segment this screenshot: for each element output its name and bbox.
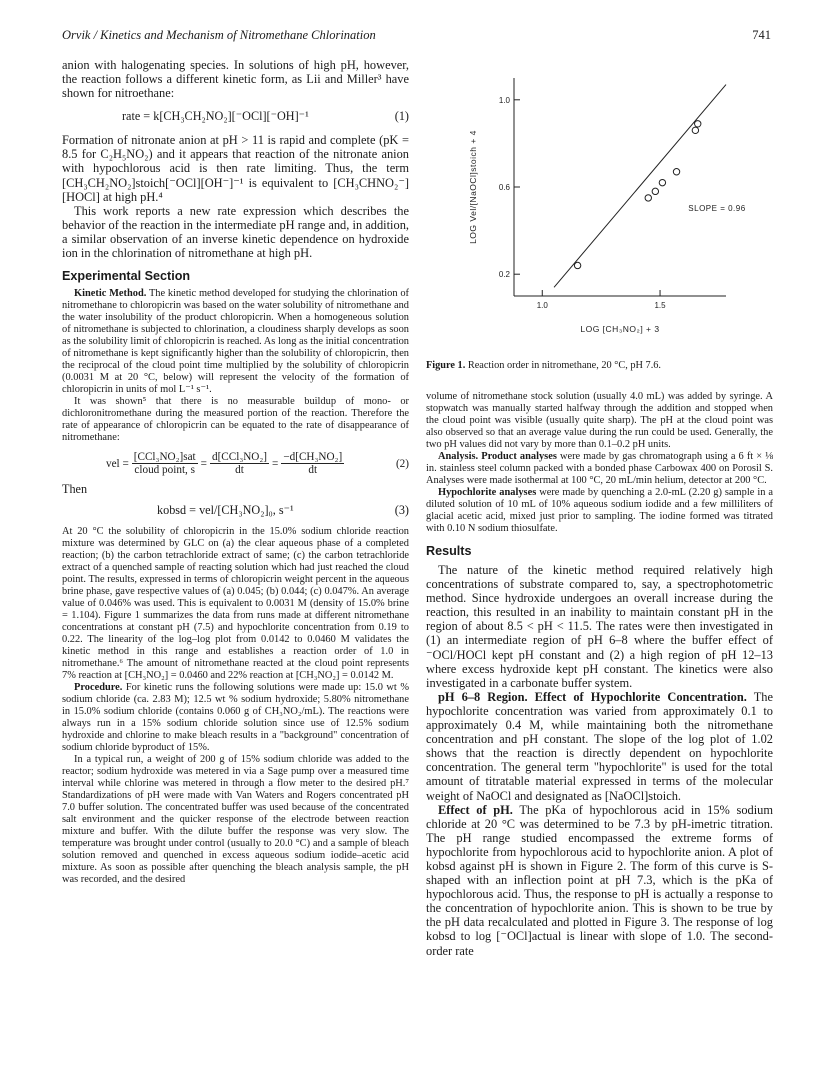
figure-1-caption-text: Reaction order in nitromethane, 20 °C, pH 7.6. [465,360,661,371]
equation-2-lhs: vel = [106,457,129,470]
page-number: 741 [752,28,771,42]
paragraph-procedure [62,682,409,754]
paragraph-this-work: This work reports a new rate expression which describes the behavior of the reaction in the intermediate pH range and, in addition, a similar observation of an inverse kinetic dependence on hydroxide ion in the chlorination of nitromethane at high pH. [62,203,409,261]
paragraph-effect-of-ph [426,803,773,958]
figure-1-plot [426,58,773,358]
equation-1-expression: rate = k[CH₃CH₂NO₂][⁻OCl][⁻OH]⁻¹ [122,109,309,124]
fraction-dch3 [281,451,344,476]
x-tick-label: 1.5 [654,301,666,310]
slope-annotation: SLOPE = 0.96 [688,203,746,213]
paragraph-typical-run: In a typical run, a weight of 200 g of 15% sodium chloride was added to the reactor; sodium hydroxide was metered in via a Sage pump over a measured time interval while chlorine was metered in through a flow meter to the desired pH.⁷ Standardizations of pH were made with Van Waters and Rogers concentrated pH 7.0 buffer solution. The concentrated buffer was used because of the concentrated salt environment and the quicker response of the electrode between reaction mixture and buffer. With the dilute buffer the response was very slow. The temperature was brought under control (usually to 20.0 °C) and a sample of bleach solution removed and quenched in excess aqueous sodium iodide–acetic acid mixture. As soon as possible after quenching the bleach analysis sample, the pH was recorded, and the desired [62,754,409,886]
paragraph-results: The nature of the kinetic method required relatively high concentrations of substrate compared to, say, a spectrophotometric method. Since hydroxide undergoes an overall increase during the reaction, this resulted in an inability to maintain constant pH in the region of about 8.5 < pH < 11.5. The rates were then investigated in (1) an intermediate region of pH 6–8 where the buffer effect of ⁻OCl/HOCl kept pH constant and (2) a high region of pH 12–13 where excess hydroxide kept pH constant. The kinetics were also investigated in a carbonate buffer system. [426,563,773,690]
fit-line [554,85,726,288]
runin-ph-6-8: pH 6–8 Region. Effect of Hypochlorite Concentration. [438,689,747,704]
equation-3-number: (3) [394,503,409,518]
kinetic-method-text: The kinetic method developed for studying the chlorination of nitromethane to chloropicrin was based on the water solubility of nitromethane and the water insolubility of the product chloropicrin. When a homogeneous solution of nitromethane is subjected to chlorination, a cloudiness sharply develops as soon as the solubility limit of chloropicrin is reached. As long as the initial concentration of nitromethane is kept significantly higher than the solubility of chloropicrin, then the reciprocal of the cloud point time multiplied by the solubility of chloropicrin (0.0031 M at 20 °C, below) will represent the velocity of the formation of chloropicrin in units of mol L⁻¹ s⁻¹. [62,288,409,396]
data-point [645,195,651,201]
paragraph-ph-6-8 [426,690,773,803]
fraction-dccl3 [210,451,269,476]
intro-paragraph: anion with halogenating species. In solutions of high pH, however, the reaction follows a different kinetic form, as Lii and Miller³ have shown for nitroethane: [62,58,409,101]
equation-3-expression: kobsd = vel/[CH₃NO₂]₀, s⁻¹ [157,503,294,518]
fraction-sat-denominator: cloud point, s [134,464,196,477]
y-tick-label: 0.2 [498,270,510,280]
data-point [652,188,658,194]
figure-1-caption [426,360,773,371]
y-axis-label: LOG Vel/[NaOCl]stoich + 4 [468,130,478,244]
section-heading-experimental: Experimental Section [62,269,191,284]
fraction-sat-numerator: [CCl₃NO₂]sat [133,451,196,464]
then-label: Then [62,482,88,497]
x-tick-label: 1.0 [536,301,548,310]
runin-effect-of-ph: Effect of pH. [438,802,513,817]
paragraph-it-was-shown: It was shown⁵ that there is no measurable buildup of mono- or dichloronitromethane during the measured portion of the reaction. Therefore the rate of appearance of chloropicrin can be equated to the rate of disappearance of nitromethane: [62,396,409,444]
effect-of-ph-text: The pKa of hypochlorous acid in 15% sodium chloride at 20 °C was determined to be 7.3 by pH-imetric titration. The pH range studied encompassed the extreme forms of hypochlorite from hypochlorous acid to hypochlorite anion. A plot of kobsd against pH is shown in Figure 2. The form of this curve is S-shaped with an inflection point at pH 7.3, which is the pKa of hypochlorous acid. Thus, the response to pH is actually a response to the concentration of hypochlorite anion. This is shown to be true by the pH data recalculated and plotted in Figure 3. The response of log kobsd to log [⁻OCl]actual is linear with slope of 1.0. The second-order rate [426,802,773,958]
equation-1-number: (1) [394,109,409,124]
data-point [692,127,698,133]
y-tick-label: 1.0 [498,95,510,105]
running-head: Orvik / Kinetics and Mechanism of Nitromethane Chlorination [62,28,376,42]
equals-sign: = [272,457,279,470]
runin-hypochlorite-analyses: Hypochlorite analyses [438,487,537,498]
data-point [574,262,580,268]
paragraph-analysis [426,451,773,487]
analysis-text: were made by gas chromatograph using a 6 ft × ⅛ in. stainless steel column packed with a bonded phase Carbowax 400 on Porosil S. Analyses were made isothermal at 100 °C, 20 mL/min helium, detector at 200 °C. [426,451,773,486]
data-point [673,169,679,175]
y-tick-label: 0.6 [498,183,510,192]
figure-1 [426,58,773,358]
runin-analysis: Analysis. Product analyses [438,451,557,462]
hypochlorite-analyses-text: were made by quenching a 2.0-mL (2.20 g) sample in a diluted solution of 10 mL of 10% aqueous sodium iodide and a few milliliters of glacial acetic acid, mixed just prior to sampling. The iodine formed was titrated with 0.10 N sodium thiosulfate. [426,487,773,534]
procedure-text: For kinetic runs the following solutions were made up: 15.0 wt % sodium chloride (ca. 2.83 M); 12.5 wt % sodium hydroxide; 5.80% nitromethane in 15.0% sodium chloride (contains 0.060 g of CH₃NO₂/mL). The reactions were always run in a 15% sodium chloride solution since use of 12.5% sodium hydroxide and chlorine to make bleach results in a "background" concentration of sodium chloride byproduct of 15%. [62,682,409,754]
figure-1-caption-label: Figure 1. [426,360,466,371]
data-point [659,179,665,185]
equation-1 [62,109,409,124]
equation-3 [62,503,409,518]
paragraph-solubility: At 20 °C the solubility of chloropicrin in the 15.0% sodium chloride reaction mixture was determined by GLC on (a) the clear aqueous phase of a completed reaction; (b) the carbon tetrachloride extract of same; (c) the carbon tetrachloride extract of a quenched sample of reacting solution which had just reached the cloud point. The results, expressed in terms of chloropicrin weight percent in the aqueous brine phase, gave respective values of (a) 0.045; (b) 0.044; (c) 0.047%. An average value of 0.046% was used. This is equivalent to 0.0031 M (density of 15.0% brine = 1.104). Figure 1 summarizes the data from runs made at different nitromethane concentrations at constant pH (7.5) and hypochlorite concentration from 0.19 to 0.22. The linearity of the log–log plot from 0.0142 to 0.0460 M validates the kinetic method in this range and establishes a reaction order of 1.0 in nitromethane.⁶ The amount of nitromethane reacted at the cloud point represents 7% reaction at [CH₃NO₂] = 0.0460 and 22% reaction at [CH₃NO₂] = 0.0142 M. [62,526,409,682]
paragraph-kinetic-method [62,288,409,396]
left-column [62,58,409,886]
fraction-dch3-numerator: −d[CH₃NO₂] [283,451,343,464]
ph-6-8-text: The hypochlorite concentration was varied from approximately 0.1 to approximately 0.4 M, while maintaining both the nitromethane concentration and pH constant. The slope of the log plot of 1.02 shows that the reaction is directly dependent on hypochlorite concentration. The general term "hypochlorite" is used for the total amount of titratable material expressed in terms of the molecular weight of NaOCl and designated as [NaOCl]stoich. [426,689,773,803]
right-column [426,58,773,958]
paragraph-volume: volume of nitromethane stock solution (usually 4.0 mL) was added by syringe. A stopwatch was manually started halfway through the addition and stopped when the cloud point was visible (usually quite sharp). The pH at the cloud point was also observed so that an average value during the run could be used. Generally, the two pH values did not vary by more than 0.1–0.2 pH units. [426,391,773,450]
section-heading-results: Results [426,544,472,558]
runin-procedure: Procedure. [74,682,123,694]
equation-2 [62,451,409,476]
paragraph-nitronate: Formation of nitronate anion at pH > 11 is rapid and complete (pK = 8.5 for C₂H₅NO₂) and it appears that reaction of the nitronate anion with hypochlorous acid is then rate limiting. Thus, the term [CH₃CH₂NO₂]stoich[⁻OCl][OH⁻]⁻¹ is equivalent to [CH₃CHNO₂⁻][HOCl] at high pH.⁴ [62,133,409,204]
data-point [695,121,701,127]
paragraph-hypochlorite-analyses [426,487,773,535]
fraction-dch3-denominator: dt [308,464,318,477]
equation-2-number: (2) [395,457,409,470]
fraction-dccl3-denominator: dt [235,464,244,477]
equals-sign: = [200,457,207,470]
x-axis-label: LOG [CH₃NO₂] + 3 [580,324,660,334]
fraction-sat [132,451,198,476]
runin-kinetic-method: Kinetic Method. [74,288,147,300]
fraction-dccl3-numerator: d[CCl₃NO₂] [211,451,268,464]
